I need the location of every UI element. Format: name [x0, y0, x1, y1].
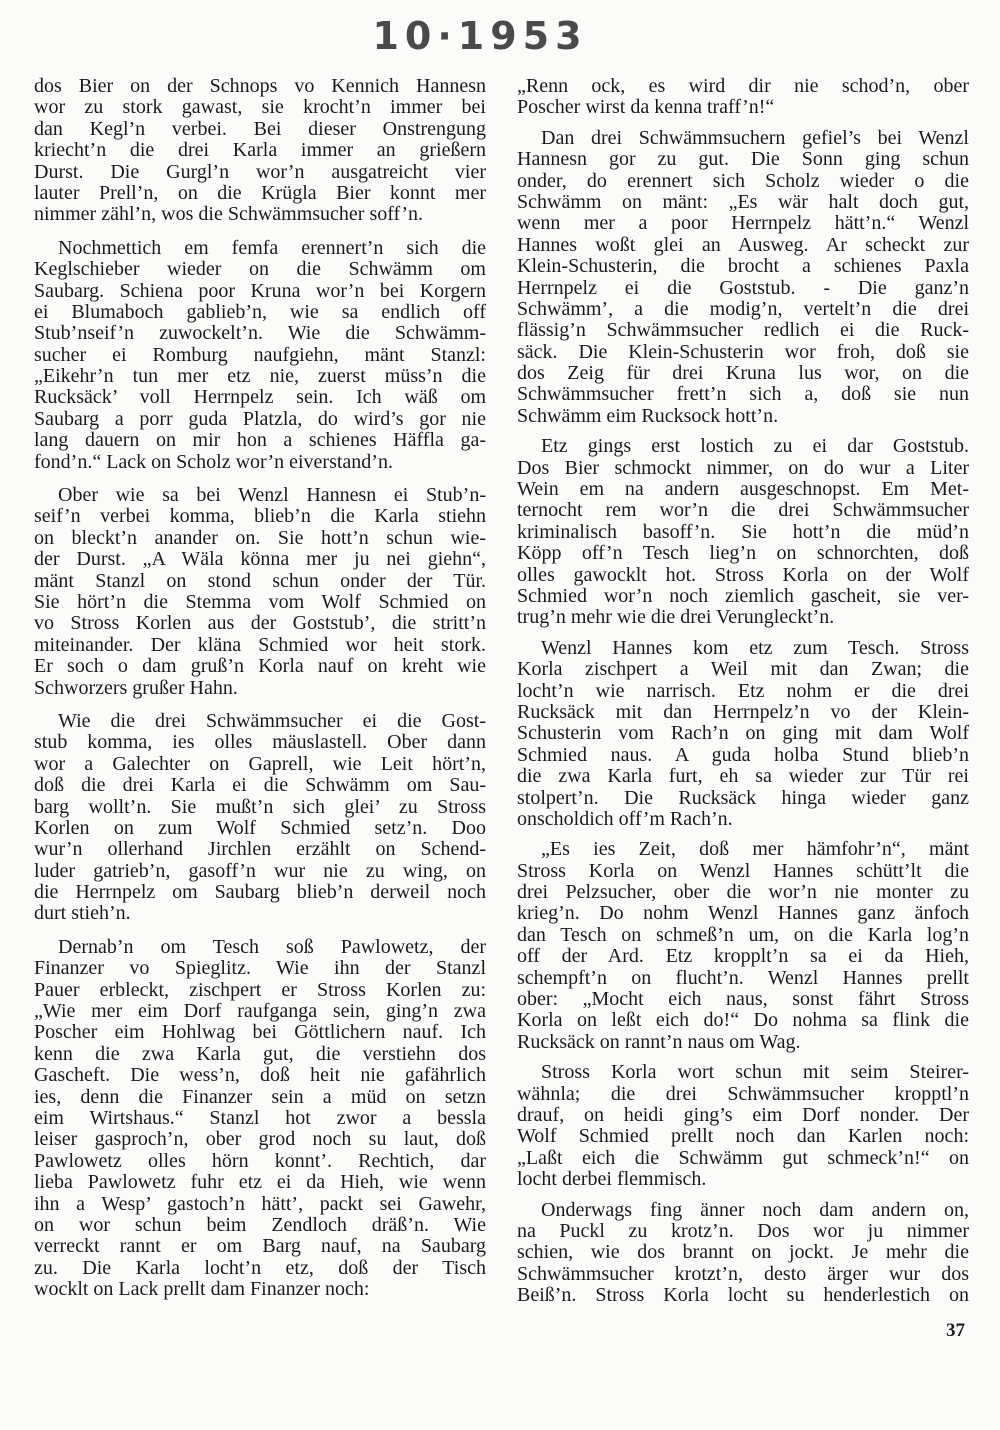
text-line: off der Ard. Etz kropplt’n sa ei da Hieh,	[517, 945, 969, 968]
text-line: der Durst. „A Wäla könna mer ju nei giehn“,	[34, 548, 486, 571]
text-line: locht’n wie narrisch. Etz nohm er die drei	[517, 679, 969, 702]
text-line: säck. Die Klein-Schusterin wor froh, doß sie	[517, 340, 969, 363]
text-line: die zwa Karla furt, eh sa wieder zur Tür rei	[517, 765, 969, 788]
text-line: Schwämmsucher frett’n sich a, doß sie nun	[517, 383, 969, 406]
text-line: Korlen on zum Wolf Schmied setz’n. Doo	[34, 816, 486, 839]
text-line: Wein em na andern ausgeschnopst. Em Met-	[517, 478, 969, 501]
text-line: Korla zischpert a Weil mit dan Zwan; die	[517, 658, 969, 681]
text-line: schien, wie dos brannt on jockt. Je mehr die	[517, 1241, 969, 1264]
text-line: Ober wie sa bei Wenzl Hannesn ei Stub’n-	[58, 484, 486, 507]
text-line: kenn die zwa Karla gut, die verstiehn dos	[34, 1042, 486, 1065]
text-line: mänt Stanzl on stond schun onder der Tür.	[34, 569, 486, 592]
text-line: Onderwags fing änner noch dam andern on,	[541, 1198, 969, 1221]
text-line: dos Zeig für drei Kruna lus wor, on die	[517, 362, 969, 385]
text-line: wocklt on Lack prellt dam Finanzer noch:	[34, 1278, 370, 1301]
text-line: drauf, on heidi ging’s eim Dorf nonder. Der	[517, 1103, 969, 1126]
text-line: Pawlowetz olles hörn konnt’. Rechtich, dar	[34, 1149, 486, 1172]
text-line: kriminalisch basoff’n. Sie hott’n die müd’n	[517, 520, 969, 543]
text-line: lieba Pawlowetz fuhr etz ei da Hieh, wie wenn	[34, 1171, 486, 1194]
paragraph	[517, 1062, 969, 1190]
text-line: Klein-Schusterin, die brocht a schienes Paxla	[517, 255, 969, 278]
text-line: Stross Korla wort schun mit seim Steirer-	[541, 1061, 969, 1084]
text-line: Stub’nseif’n zuwockelt’n. Wie die Schwämm-	[34, 322, 486, 345]
text-line: seif’n verbei komma, blieb’n die Karla stiehn	[34, 505, 486, 528]
text-line: wor a Galechter on Gaprell, wie Leit hört’n,	[34, 752, 486, 775]
text-line: wur’n ollerhand Jirchlen erzählt on Schend-	[34, 838, 486, 861]
text-line: Finanzer vo Spieglitz. Wie ihn der Stanzl	[34, 957, 486, 980]
text-line: wenn mer a poor Herrnpelz hätt’n.“ Wenzl	[517, 212, 969, 235]
text-line: doß die drei Karla ei die Schwämm om Sau-	[34, 774, 486, 797]
text-line: krieg’n. Do nohm Wenzl Hannes ganz änfoch	[517, 902, 969, 925]
text-line: „Wie mer eim Dorf raufganga sein, ging’n zwa	[34, 1000, 486, 1023]
text-line: Herrnpelz ei die Goststub. - Die ganz’n	[517, 276, 969, 299]
text-line: lang dauern on mir hon a schienes Häffla ga-	[34, 429, 486, 452]
text-line: die Herrnpelz om Saubarg blieb’n derweil noch	[34, 881, 486, 904]
text-line: sucher ei Romburg naufgiehn, mänt Stanzl:	[34, 343, 486, 366]
text-line: Schwämm’, a die modig’n, vertelt’n die drei	[517, 297, 969, 320]
text-line: fond’n.“ Lack on Scholz wor’n eiverstand’n.	[34, 450, 393, 473]
text-line: Keglschieber wieder on die Schwämm om	[34, 258, 486, 281]
text-line: Wenzl Hannes kom etz zum Tesch. Stross	[541, 636, 969, 659]
text-line: miteinander. Der kläna Schmied wor heit stork.	[34, 633, 486, 656]
right-text-column	[517, 76, 969, 1306]
text-line: Dos Bier schmockt nimmer, on do wur a Liter	[517, 456, 969, 479]
text-line: Poscher eim Hohlwag bei Göttlichern nauf. Ich	[34, 1021, 486, 1044]
paragraph	[34, 485, 486, 699]
text-line: Etz gings erst lostich zu ei dar Goststub.	[541, 435, 969, 458]
text-line: Schworzers grußer Hahn.	[34, 676, 238, 699]
paragraph	[34, 238, 486, 473]
text-line: Durst. Die Gurgl’n wor’n ausgatreicht vier	[34, 160, 486, 183]
text-line: Hannesn gor zu gut. Die Sonn ging schun	[517, 148, 969, 171]
text-line: on bleckt’n anander on. Sie hott’n schun wie-	[34, 526, 486, 549]
left-text-column	[34, 76, 486, 1300]
text-line: na Puckl zu krotz’n. Dos wor ju nimmer	[517, 1219, 969, 1242]
text-line: olles gawocklt hot. Stross Korla on der Wolf	[517, 563, 969, 586]
text-line: locht derbei flemmisch.	[517, 1168, 707, 1191]
text-line: Schmied naus. A guda holba Stund blieb’n	[517, 743, 969, 766]
text-line: dan Tesch on schmeß’n um, on die Karla log’n	[517, 923, 969, 946]
text-line: ober: „Mocht eich naus, sonst fährt Stross	[517, 988, 969, 1011]
paragraph	[517, 436, 969, 629]
page-number: 37	[946, 1320, 965, 1341]
text-line: trug’n mehr wie die drei Verungleckt’n.	[517, 606, 835, 629]
text-line: leiser gasproch’n, ober grod noch su laut, doß	[34, 1128, 486, 1151]
paragraph	[517, 1200, 969, 1307]
text-line: kriecht’n die drei Karla immer an grießern	[34, 139, 486, 162]
text-line: Poscher wirst da kenna traff’n!“	[517, 96, 775, 119]
text-line: Wolf Schmied prellt noch dan Karlen noch:	[517, 1125, 969, 1148]
paragraph	[34, 76, 486, 226]
text-line: Rucksäck’ voll Herrnpelz sein. Ich wäß om	[34, 386, 486, 409]
text-line: „Eikehr’n tun mer etz nie, zuerst müss’n die	[34, 365, 486, 388]
paragraph	[34, 937, 486, 1301]
text-line: durt stieh’n.	[34, 902, 131, 925]
text-line: Korla on leßt eich do!“ Do nohma sa flink die	[517, 1009, 969, 1032]
text-line: Wie die drei Schwämmsucher ei die Gost-	[58, 709, 486, 732]
text-line: Schwämmsucher krotzt’n, desto ärger wur dos	[517, 1262, 969, 1285]
text-line: stolpert’n. Die Rucksäck hinga wieder ganz	[517, 786, 969, 809]
text-line: Rucksäck on rannt’n naus om Wag.	[517, 1030, 801, 1053]
paragraph	[517, 839, 969, 1053]
text-line: ies, denn die Finanzer sein a müd on setzn	[34, 1085, 486, 1108]
paragraph	[517, 638, 969, 831]
text-line: Schwämm eim Rucksock hott’n.	[517, 404, 779, 427]
text-line: wor zu stork gawast, sie krocht’n immer bei	[34, 96, 486, 119]
text-line: onder, do erennert sich Scholz wieder o die	[517, 169, 969, 192]
text-line: dos Bier on der Schnops vo Kennich Hannesn	[34, 75, 486, 97]
text-line: wähnla; die drei Schwämmsucher kropptl’n	[517, 1082, 969, 1105]
text-line: barg wollt’n. Sie mußt’n sich glei’ zu Stross	[34, 795, 486, 818]
text-line: Rucksäck mit dan Herrnpelz’n vo der Klein-	[517, 700, 969, 723]
issue-header: 10·1953	[372, 14, 588, 58]
text-line: Hannes woßt glei an Ausweg. Ar scheckt zur	[517, 233, 969, 256]
text-line: schempft’n on flucht’n. Wenzl Hannes prellt	[517, 966, 969, 989]
text-line: on wor schun beim Zendloch dräß’n. Wie	[34, 1213, 486, 1236]
text-line: „Es ies Zeit, doß mer hämfohr’n“, mänt	[541, 838, 969, 861]
text-line: Pauer erbleckt, zischpert er Stross Korlen zu:	[34, 978, 486, 1001]
text-line: dan Kegl’n verbei. Bei dieser Onstrengung	[34, 117, 486, 140]
text-line: vo Stross Korlen aus der Goststub’, die stritt’n	[34, 612, 486, 635]
text-line: Stross Korla on Wenzl Hannes schütt’lt die	[517, 859, 969, 882]
text-line: ternocht rem wor’n die drei Schwämmsucher	[517, 499, 969, 522]
text-line: „Laßt eich die Schwämm gut schmeck’n!“ on	[517, 1146, 969, 1169]
paragraph	[34, 711, 486, 925]
text-line: Saubarg. Schiena poor Kruna wor’n bei Korgern	[34, 279, 486, 302]
text-line: ihn a Wesp’ gastoch’n hätt’, packt sei Gawehr,	[34, 1192, 486, 1215]
text-line: nimmer zähl’n, wos die Schwämmsucher soff’n.	[34, 203, 423, 226]
text-line: Köpp off’n Tesch lieg’n on schnorchten, doß	[517, 542, 969, 565]
text-line: eim Wirtshaus.“ Stanzl hot zwor a bessla	[34, 1106, 486, 1129]
text-line: zu. Die Karla locht’n etz, doß der Tisch	[34, 1256, 486, 1279]
text-line: luder gatrieb’n, gasoff’n wur nie zu wing, on	[34, 859, 486, 882]
text-line: Nochmettich em femfa erennert’n sich die	[58, 236, 486, 259]
text-line: Dan drei Schwämmsuchern gefiel’s bei Wenzl	[541, 126, 969, 149]
text-line: Schmied wor’n noch ziemlich gascheit, sie ver-	[517, 584, 969, 607]
text-line: Gascheft. Die wess’n, doß heit nie gafährlich	[34, 1064, 486, 1087]
text-line: flässig’n Schwämmsucher redlich ei die Ruck-	[517, 319, 969, 342]
paragraph	[517, 128, 969, 427]
text-line: verreckt rannt er om Barg nauf, na Saubarg	[34, 1235, 486, 1258]
text-line: ei Blumaboch gablieb’n, wie sa endlich off	[34, 300, 486, 323]
text-line: Dernab’n om Tesch soß Pawlowetz, der	[58, 935, 486, 958]
paragraph	[517, 76, 969, 119]
text-line: Beiß’n. Stross Korla locht su henderlestich on	[517, 1284, 969, 1307]
text-line: Saubarg a porr guda Platzla, do wird’s gor nie	[34, 407, 486, 430]
text-line: Sie hört’n die Stemma vom Wolf Schmied on	[34, 590, 486, 613]
text-line: drei Pelzsucher, ober die wor’n nie monter zu	[517, 881, 969, 904]
text-line: stub komma, ies olles mäuslastell. Ober dann	[34, 731, 486, 754]
text-line: Er soch o dam gruß’n Korla nauf on kreht wie	[34, 655, 486, 678]
text-line: onscholdich off’m Rach’n.	[517, 807, 733, 830]
text-line: Schwämm on mänt: „Es wär halt doch gut,	[517, 190, 969, 213]
text-line: „Renn ock, es wird dir nie schod’n, ober	[517, 75, 969, 97]
text-line: lauter Prell’n, on die Krügla Bier konnt mer	[34, 181, 486, 204]
text-line: Schusterin vom Rach’n on ging mit dam Wolf	[517, 722, 969, 745]
